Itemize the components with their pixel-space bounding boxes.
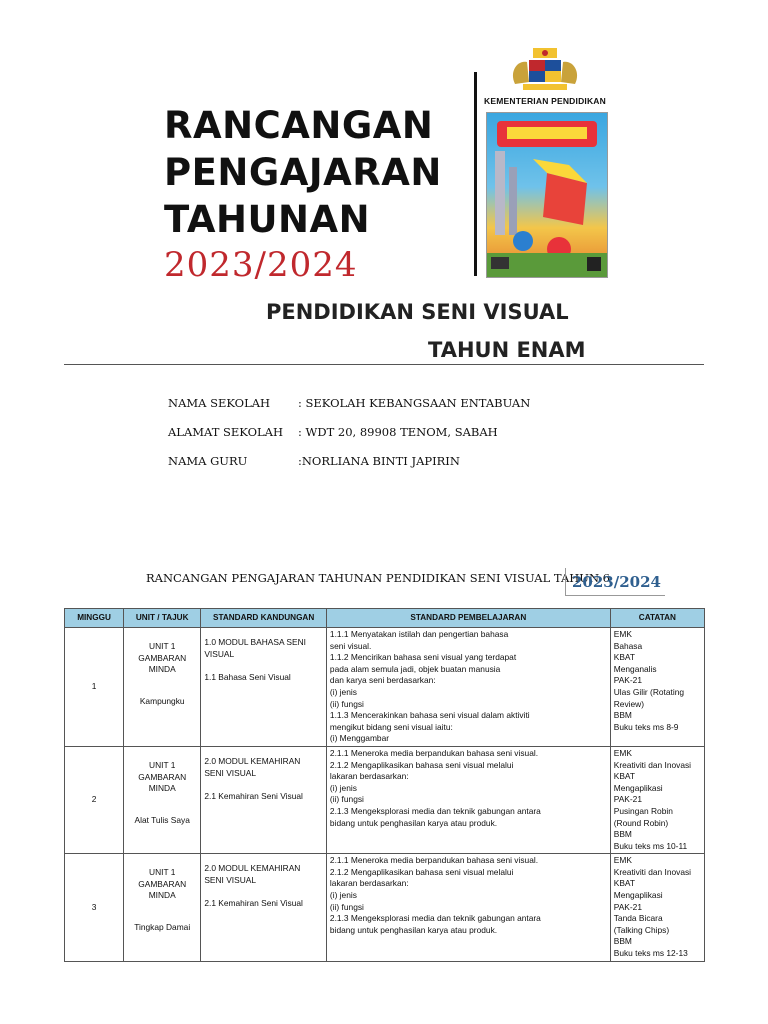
note-line: KBAT: [613, 878, 636, 889]
learning-standard-line: lakaran berdasarkan:: [329, 771, 409, 782]
header-catatan: CATATAN: [610, 609, 704, 628]
note-line: Bahasa: [613, 640, 643, 651]
learning-standard-line: dan karya seni berdasarkan:: [329, 675, 436, 686]
learning-standard-line: lakaran berdasarkan:: [329, 878, 409, 889]
info-row-teacher: [168, 454, 530, 483]
learning-standard-line: 1.1.1 Menyatakan istilah dan pengertian bahasa: [329, 629, 509, 639]
unit-theme: Alat Tulis Saya: [134, 814, 190, 825]
learning-standard-line: bidang untuk penghasilan karya atau produk.: [329, 924, 498, 935]
note-line: Menganalis: [613, 663, 657, 674]
note-line: KBAT: [613, 771, 636, 782]
note-line: (Round Robin): [613, 817, 669, 828]
unit-line: MINDA: [148, 783, 176, 794]
standard-title-line: 2.0 MODUL KEMAHIRAN: [204, 755, 301, 766]
table-row: [65, 854, 705, 961]
info-row-school: [168, 396, 530, 425]
title-line-1: RANCANGAN: [164, 104, 434, 147]
header-standard-pembelajaran: STANDARD PEMBELAJARAN: [326, 609, 610, 628]
unit-line: UNIT 1: [149, 759, 176, 770]
learning-standard-line: (ii) fungsi: [329, 901, 364, 912]
divider-bar: [474, 72, 477, 276]
learning-standard-line: 2.1.1 Meneroka media berpandukan bahasa seni visual.: [329, 855, 539, 866]
week-cell: 1: [65, 628, 124, 747]
unit-cell: [124, 628, 201, 747]
week-cell: 3: [65, 854, 124, 961]
table-row: [65, 628, 705, 747]
learning-standard-line: 2.1.2 Mengaplikasikan bahasa seni visual melalui: [329, 866, 514, 877]
unit-line: UNIT 1: [149, 641, 176, 651]
unit-title: [127, 641, 197, 676]
address-value: : WDT 20, 89908 TENOM, SABAH: [298, 425, 498, 439]
unit-title: [127, 760, 197, 795]
textbook-cover-image: [486, 112, 608, 278]
table-title: RANCANGAN PENGAJARAN TAHUNAN PENDIDIKAN SENI VISUAL TAHUN 6: [146, 571, 611, 585]
standard-title-line: SENI VISUAL: [204, 767, 256, 778]
catatan-cell: [610, 854, 704, 961]
title-line-3: TAHUNAN: [164, 198, 371, 241]
school-info: [168, 396, 530, 483]
standard-kandungan-sub: 1.1 Bahasa Seni Visual: [204, 672, 291, 683]
note-line: PAK-21: [613, 794, 642, 805]
address-label: ALAMAT SEKOLAH: [168, 425, 283, 439]
note-line: Mengaplikasi: [613, 890, 663, 901]
table-header-row: [65, 609, 705, 628]
unit-line: MINDA: [148, 890, 176, 901]
learning-standard-line: (i) Menggambar: [329, 733, 390, 744]
horizontal-rule: [64, 364, 704, 365]
ministry-logo-block: [480, 46, 610, 106]
note-line: (Talking Chips): [613, 924, 670, 935]
note-line: KBAT: [613, 652, 636, 663]
unit-cell: [124, 746, 201, 853]
learning-standard-line: seni visual.: [329, 640, 372, 651]
standard-title-line: SENI VISUAL: [204, 874, 256, 885]
standard-kandungan-sub: 2.1 Kemahiran Seni Visual: [204, 791, 303, 802]
standard-pembelajaran-cell: [326, 746, 610, 853]
malaysia-crest-icon: [495, 46, 595, 94]
note-line: Buku teks ms 12-13: [613, 948, 688, 959]
learning-standard-line: 2.1.3 Mengeksplorasi media dan teknik gabungan antara: [329, 805, 541, 816]
table-year: 2023/2024: [565, 568, 665, 596]
note-line: Buku teks ms 10-11: [613, 840, 688, 851]
standard-kandungan-title: [204, 756, 323, 779]
learning-standard-line: (i) jenis: [329, 782, 357, 793]
lesson-plan-table: [64, 608, 705, 962]
standard-pembelajaran-cell: [326, 628, 610, 747]
learning-standard-line: pada alam semula jadi, objek buatan manusia: [329, 663, 501, 674]
unit-line: GAMBARAN: [138, 652, 187, 663]
note-line: BBM: [613, 829, 632, 840]
learning-standard-line: (i) jenis: [329, 890, 357, 901]
unit-theme: Tingkap Damai: [134, 922, 191, 933]
unit-line: UNIT 1: [149, 867, 176, 878]
header-standard-kandungan: STANDARD KANDUNGAN: [201, 609, 327, 628]
note-line: PAK-21: [613, 675, 642, 686]
standard-kandungan-title: [204, 637, 323, 660]
standard-title-line: 1.0 MODUL BAHASA SENI: [204, 637, 306, 647]
subject-title: PENDIDIKAN SENI VISUAL: [266, 300, 569, 324]
note-line: EMK: [613, 855, 632, 866]
note-line: Mengaplikasi: [613, 782, 663, 793]
note-line: Kreativiti dan Inovasi: [613, 866, 692, 877]
standard-kandungan-sub: 2.1 Kemahiran Seni Visual: [204, 898, 303, 909]
unit-title: [127, 867, 197, 902]
learning-standard-line: (i) jenis: [329, 686, 357, 697]
school-value: : SEKOLAH KEBANGSAAN ENTABUAN: [298, 396, 531, 410]
unit-line: MINDA: [148, 664, 176, 675]
learning-standard-line: 2.1.3 Mengeksplorasi media dan teknik gabungan antara: [329, 913, 541, 924]
note-line: Review): [613, 698, 644, 709]
learning-standard-line: 1.1.2 Mencirikan bahasa seni visual yang terdapat: [329, 652, 517, 663]
standard-title-line: VISUAL: [204, 648, 235, 659]
note-line: PAK-21: [613, 901, 642, 912]
learning-standard-line: mengikut bidang seni visual iaitu:: [329, 721, 453, 732]
note-line: BBM: [613, 710, 632, 721]
note-line: Buku teks ms 8-9: [613, 721, 679, 732]
learning-standard-line: (ii) fungsi: [329, 698, 364, 709]
unit-cell: [124, 854, 201, 961]
learning-standard-line: 2.1.1 Meneroka media berpandukan bahasa seni visual.: [329, 747, 539, 758]
cover-year: 2023/2024: [164, 245, 358, 285]
unit-line: GAMBARAN: [138, 771, 187, 782]
learning-standard-line: bidang untuk penghasilan karya atau produk.: [329, 817, 498, 828]
level-title: TAHUN ENAM: [428, 338, 586, 362]
standard-kandungan-title: [204, 863, 323, 886]
header-unit: UNIT / TAJUK: [124, 609, 201, 628]
info-row-address: [168, 425, 530, 454]
note-line: Kreativiti dan Inovasi: [613, 759, 692, 770]
standard-kandungan-cell: [201, 854, 327, 961]
teacher-label: NAMA GURU: [168, 454, 248, 468]
unit-line: GAMBARAN: [138, 878, 187, 889]
catatan-cell: [610, 628, 704, 747]
cover-title: [164, 102, 442, 285]
ministry-name: KEMENTERIAN PENDIDIKAN: [484, 96, 606, 106]
note-line: EMK: [613, 747, 632, 758]
title-line-2: PENGAJARAN: [164, 151, 442, 194]
note-line: BBM: [613, 936, 632, 947]
note-line: Tanda Bicara: [613, 913, 663, 924]
note-line: EMK: [613, 629, 632, 639]
standard-title-line: 2.0 MODUL KEMAHIRAN: [204, 863, 301, 874]
week-cell: 2: [65, 746, 124, 853]
header-minggu: MINGGU: [65, 609, 124, 628]
learning-standard-line: (ii) fungsi: [329, 794, 364, 805]
note-line: Ulas Gilir (Rotating: [613, 686, 685, 697]
standard-kandungan-cell: [201, 746, 327, 853]
catatan-cell: [610, 746, 704, 853]
teacher-value: :NORLIANA BINTI JAPIRIN: [298, 454, 460, 468]
learning-standard-line: 2.1.2 Mengaplikasikan bahasa seni visual melalui: [329, 759, 514, 770]
table-row: [65, 746, 705, 853]
standard-pembelajaran-cell: [326, 854, 610, 961]
school-label: NAMA SEKOLAH: [168, 396, 271, 410]
standard-kandungan-cell: [201, 628, 327, 747]
note-line: Pusingan Robin: [613, 805, 673, 816]
learning-standard-line: 1.1.3 Mencerakinkan bahasa seni visual dalam aktiviti: [329, 710, 530, 721]
unit-theme: Kampungku: [139, 695, 185, 706]
